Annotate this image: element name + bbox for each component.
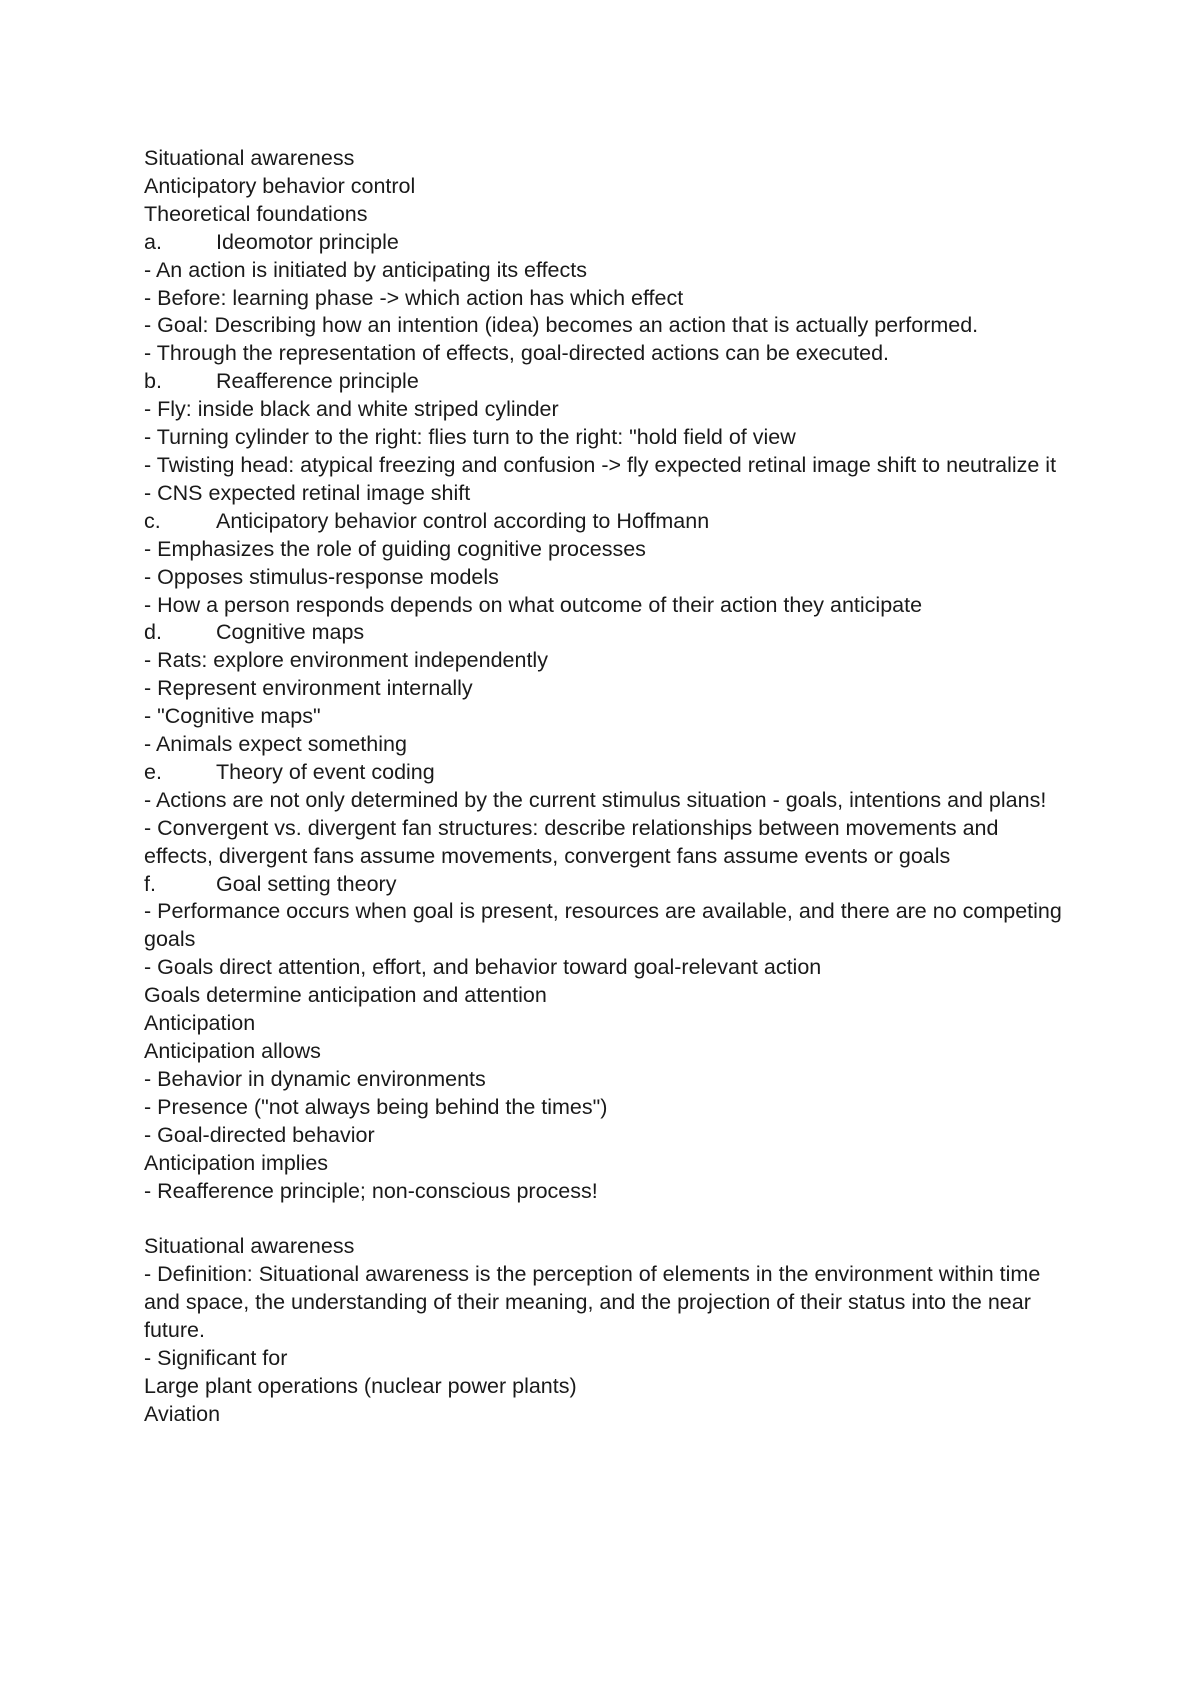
heading-theoretical-foundations: Theoretical foundations xyxy=(144,201,368,226)
section-marker: f. xyxy=(144,871,156,896)
heading-situational-awareness: Situational awareness xyxy=(144,146,355,170)
section-marker: d. xyxy=(144,620,162,645)
list-item: - "Cognitive maps" xyxy=(144,704,321,729)
list-item: - Goal: Describing how an intention (idea) becomes an action that is actually performed. xyxy=(144,313,979,338)
section-title: Cognitive maps xyxy=(216,620,365,645)
list-item: - Behavior in dynamic environments xyxy=(144,1066,486,1091)
text-line: Aviation xyxy=(144,1401,221,1426)
list-item: - How a person responds depends on what outcome of their action they anticipate xyxy=(144,592,923,617)
list-item: - Performance occurs when goal is present, resources are available, and there are no competing goals xyxy=(144,899,1062,952)
blank-line xyxy=(144,1205,1064,1233)
list-item: - Actions are not only determined by the current stimulus situation - goals, intentions and plans! xyxy=(144,787,1047,812)
section-marker: e. xyxy=(144,759,162,784)
heading-anticipatory-behavior-control: Anticipatory behavior control xyxy=(144,173,416,198)
list-item: - Presence ("not always being behind the times") xyxy=(144,1094,608,1119)
section-marker: a. xyxy=(144,229,162,254)
list-item: - Convergent vs. divergent fan structures: describe relationships between movements and effects, divergent fans assume movements, convergent fans assume events or goals xyxy=(144,815,999,868)
section-a-heading xyxy=(144,229,1064,257)
section-marker: b. xyxy=(144,369,162,394)
section-e-heading xyxy=(144,759,1064,787)
list-item: - Represent environment internally xyxy=(144,676,473,701)
list-item: - Goal-directed behavior xyxy=(144,1122,375,1147)
list-item: - Definition: Situational awareness is the perception of elements in the environment within time and space, the understanding of their meaning, and the projection of their status into the near future. xyxy=(144,1262,1041,1343)
heading-situational-awareness-section: Situational awareness xyxy=(144,1234,355,1259)
text-line: Large plant operations (nuclear power plants) xyxy=(144,1373,577,1398)
text-line: Goals determine anticipation and attention xyxy=(144,983,547,1008)
section-marker: c. xyxy=(144,508,161,533)
section-title: Ideomotor principle xyxy=(216,229,399,254)
list-item: - Opposes stimulus-response models xyxy=(144,564,499,589)
text-line: Anticipation implies xyxy=(144,1150,329,1175)
text-line: Anticipation xyxy=(144,1011,256,1036)
list-item: - Significant for xyxy=(144,1345,288,1370)
document-body xyxy=(144,145,1064,1429)
list-item: - CNS expected retinal image shift xyxy=(144,480,471,505)
list-item: - Twisting head: atypical freezing and confusion -> fly expected retinal image shift to neutralize it xyxy=(144,452,1057,477)
section-b-heading xyxy=(144,368,1064,396)
list-item: - Animals expect something xyxy=(144,732,407,757)
section-title: Reafference principle xyxy=(216,369,419,394)
section-title: Anticipatory behavior control according to Hoffmann xyxy=(216,508,710,533)
list-item: - Before: learning phase -> which action has which effect xyxy=(144,285,684,310)
section-f-heading xyxy=(144,871,1064,899)
section-c-heading xyxy=(144,508,1064,536)
list-item: - Turning cylinder to the right: flies turn to the right: "hold field of view xyxy=(144,425,796,450)
list-item: - Fly: inside black and white striped cylinder xyxy=(144,397,559,422)
list-item: - Reafference principle; non-conscious process! xyxy=(144,1178,598,1203)
list-item: - Goals direct attention, effort, and behavior toward goal-relevant action xyxy=(144,955,822,980)
list-item: - Rats: explore environment independently xyxy=(144,648,548,673)
list-item: - Emphasizes the role of guiding cognitive processes xyxy=(144,536,646,561)
section-title: Theory of event coding xyxy=(216,759,435,784)
section-d-heading xyxy=(144,619,1064,647)
section-title: Goal setting theory xyxy=(216,871,397,896)
list-item: - An action is initiated by anticipating its effects xyxy=(144,257,587,282)
text-line: Anticipation allows xyxy=(144,1039,321,1063)
list-item: - Through the representation of effects, goal-directed actions can be executed. xyxy=(144,341,890,366)
